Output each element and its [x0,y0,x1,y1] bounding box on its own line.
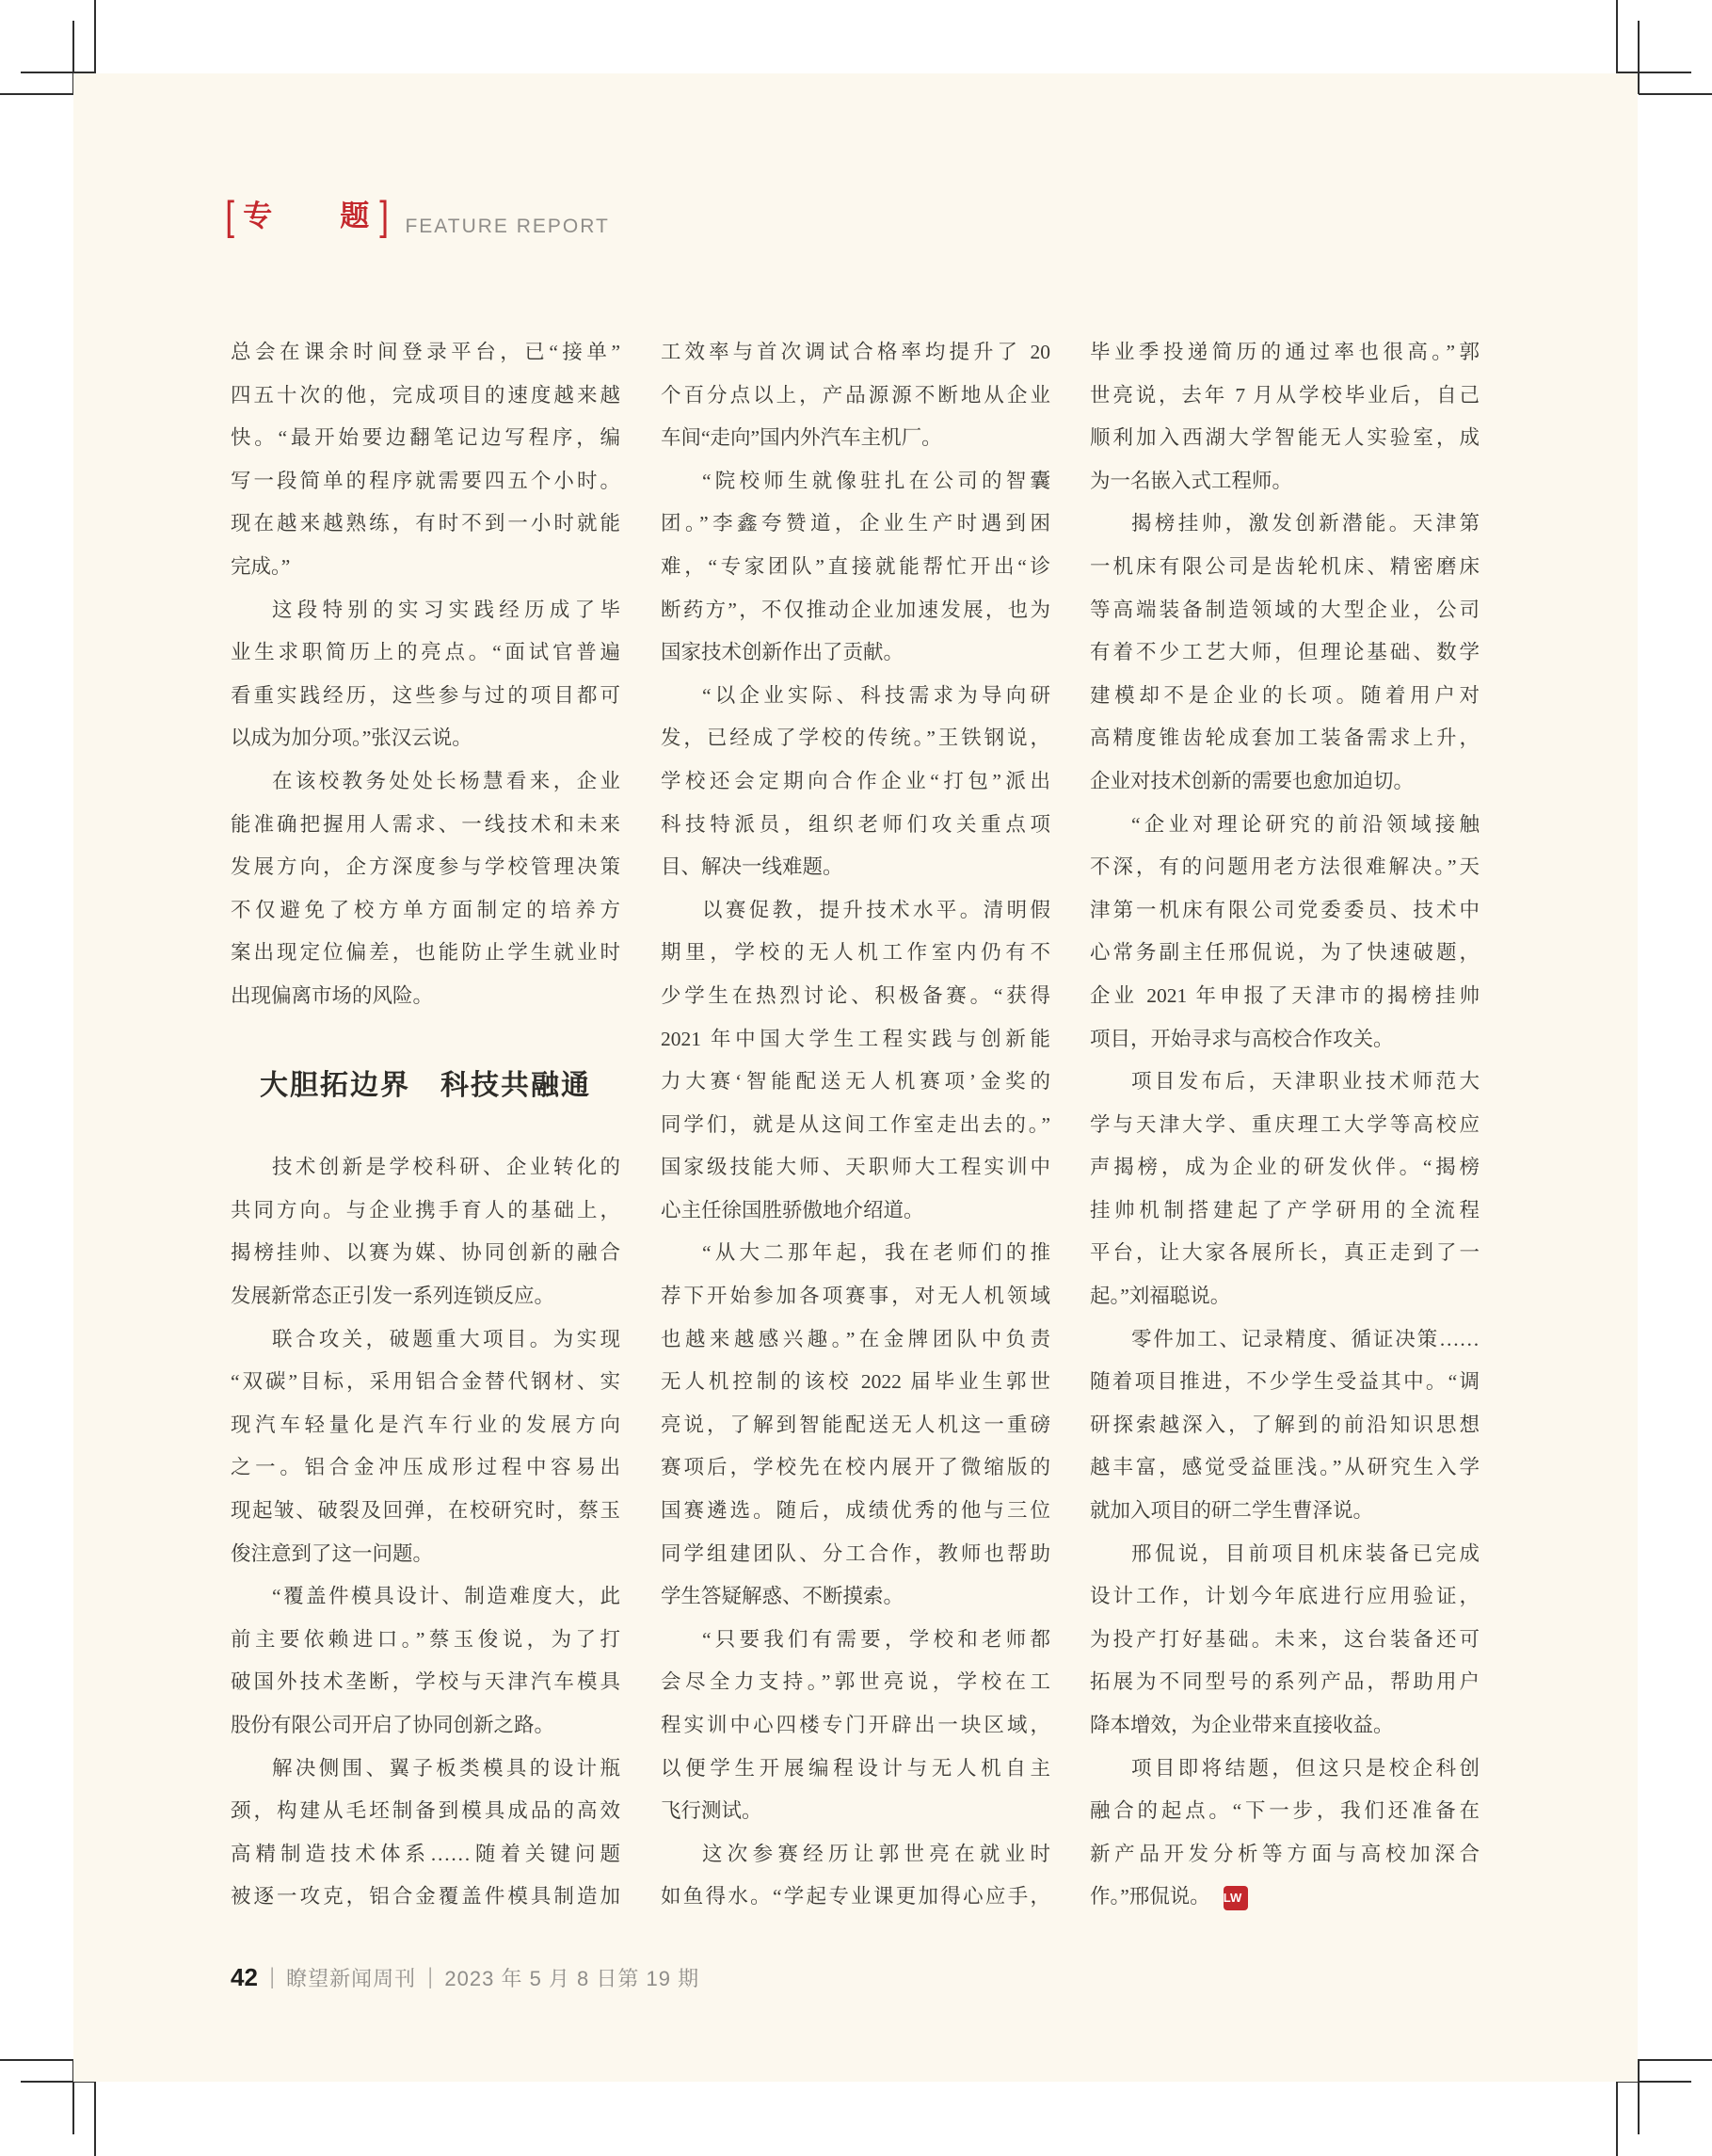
crop-mark [0,2059,73,2061]
text-line: 2021 年中国大学生工程实践与创新能 [661,1027,1050,1050]
text-line: 技术创新是学校科研、企业转化的 [272,1156,620,1179]
text-line: 项目发布后，天津职业技术师范大 [1131,1070,1480,1094]
text-line: 断药方”，不仅推动企业加速发展，也为 [661,598,1050,621]
text-line: 零件加工、记录精度、循证决策…… [1131,1327,1480,1350]
text-line: 在该校教务处处长杨慧看来，企业 [272,769,620,792]
text-line: 发，已经成了学校的传统。”王铁钢说， [661,727,1050,750]
text-line: 拓展为不同型号的系列产品，帮助用户 [1090,1670,1480,1694]
text-line: “覆盖件模具设计、制造难度大，此 [272,1585,620,1608]
text-line: 这次参赛经历让郭世亮在就业时 [702,1842,1050,1865]
text-line: 发展新常态正引发一系列连锁反应。 [231,1285,555,1308]
text-line: 个百分点以上，产品源源不断地从企业 [661,383,1050,407]
crop-mark [1616,0,1618,73]
text-line: 这段特别的实习实践经历成了毕 [272,598,620,621]
text-line: 降本增效，为企业带来直接收益。 [1090,1714,1394,1736]
text-line: “从大二那年起，我在老师们的推 [702,1241,1050,1265]
crop-mark [1639,2059,1712,2061]
text-line: 国家技术创新作出了贡献。 [661,641,904,664]
text-line: 设计工作，计划今年底进行应用验证， [1090,1585,1480,1608]
text-line: 现起皱、破裂及回弹，在校研究时，蔡玉 [231,1499,620,1523]
text-line: 心主任徐国胜骄傲地介绍道。 [661,1198,924,1222]
text-line: 赛项后，学校先在校内展开了微缩版的 [661,1456,1050,1479]
text-line: 同学组建团队、分工合作，教师也帮助 [661,1541,1050,1565]
text-line: 顺利加入西湖大学智能无人实验室，成 [1090,426,1480,450]
text-line: 揭榜挂帅，激发创新潜能。天津第 [1131,512,1480,535]
page-number: 42 [231,1962,258,1991]
text-line: 案出现定位偏差，也能防止学生就业时 [231,941,620,965]
text-line: 为一名嵌入式工程师。 [1090,469,1293,492]
text-line: 建模却不是企业的长项。随着用户对 [1090,683,1480,707]
text-line: 一机床有限公司是齿轮机床、精密磨床 [1090,554,1480,578]
crop-mark [1638,2059,1640,2134]
text-line: 同学们，就是从这间工作室走出去的。” [661,1112,1050,1136]
text-line: 高精度锥齿轮成套加工装备需求上升， [1090,727,1480,750]
text-line: 不深，有的问题用老方法很难解决。”天 [1090,855,1480,879]
text-line: 世亮说，去年 7 月从学校毕业后，自己 [1090,383,1480,407]
text-column-3 [1090,331,1480,1919]
text-line: 之一。铝合金冲压成形过程中容易出 [231,1456,620,1479]
text-line: 国赛遴选。随后，成绩优秀的他与三位 [661,1499,1050,1523]
text-line: 少学生在热烈讨论、积极备赛。“获得 [661,983,1050,1007]
text-line: 新产品开发分析等方面与高校加深合 [1090,1842,1480,1865]
text-line: 程实训中心四楼专门开辟出一块区域， [661,1714,1050,1736]
text-line: 学校还会定期向合作企业“打包”派出 [661,769,1050,792]
text-line: 共同方向。与企业携手育人的基础上， [231,1198,620,1222]
bracket-left: [ [225,193,235,239]
text-line: 平台，让大家各展所长，真正走到了一 [1090,1241,1480,1265]
text-line: 学与天津大学、重庆理工大学等高校应 [1090,1112,1480,1136]
text-line: 难，“专家团队”直接就能帮忙开出“诊 [661,554,1050,578]
text-line: 越丰富，感觉受益匪浅。”从研究生入学 [1090,1456,1480,1479]
header-title-left: 专 [243,200,273,232]
text-column-2 [661,331,1050,1919]
text-line: 业生求职简历上的亮点。“面试官普遍 [231,641,620,664]
text-line: 项目即将结题，但这只是校企科创 [1131,1756,1480,1780]
header-subtitle: FEATURE REPORT [405,216,610,237]
text-line: 发展方向，企方深度参与学校管理决策 [231,855,620,879]
text-line: 出现偏离市场的风险。 [231,983,434,1007]
text-line: 毕业季投递简历的通过率也很高。”郭 [1090,341,1480,363]
text-line: 前主要依赖进口。”蔡玉俊说，为了打 [231,1627,620,1651]
text-line: 高精制造技术体系……随着关键问题 [231,1842,620,1865]
text-line: 作。”邢侃说。 LW [1090,1876,1480,1919]
crop-mark [1639,93,1712,95]
text-line: 现汽车轻量化是汽车行业的发展方向 [231,1413,620,1436]
text-line: 心常务副主任邢侃说，为了快速破题， [1090,941,1480,965]
header-title-right: 题 [340,200,370,232]
text-line: 挂帅机制搭建起了产学研用的全流程 [1090,1198,1480,1222]
crop-mark [94,2081,96,2156]
text-line: 津第一机床有限公司党委委员、技术中 [1090,898,1480,921]
text-line: 工效率与首次调试合格率均提升了 20 [661,341,1050,363]
text-line: “企业对理论研究的前沿领域接触 [1131,812,1480,836]
text-line: 团。”李鑫夸赞道，企业生产时遇到困 [661,512,1050,535]
crop-mark [0,93,73,95]
text-line: 融合的起点。“下一步，我们还准备在 [1090,1799,1480,1823]
text-line: 就加入项目的研二学生曹泽说。 [1090,1499,1374,1523]
text-line: 飞行测试。 [661,1799,762,1823]
text-line: 等高端装备制造领域的大型企业，公司 [1090,598,1480,621]
text-line: 国家级技能大师、天职师大工程实训中 [661,1156,1050,1179]
text-line: 不仅避免了校方单方面制定的培养方 [231,898,620,921]
magazine-name: 瞭望新闻周刊 [286,1966,417,1990]
text-line: 企业 2021 年申报了天津市的揭榜挂帅 [1090,983,1480,1007]
page-footer [231,1961,699,1993]
text-line: 破国外技术垄断，学校与天津汽车模具 [231,1670,620,1694]
text-line: 也越来越感兴趣。”在金牌团队中负责 [661,1327,1050,1350]
crop-mark [94,0,96,73]
text-line: “只要我们有需要，学校和老师都 [702,1627,1050,1651]
text-line: 随着项目推进，不少学生受益其中。“调 [1090,1370,1480,1394]
crop-mark [1616,2081,1618,2156]
text-line: 期里，学校的无人机工作室内仍有不 [661,941,1050,965]
text-line: 目、解决一线难题。 [661,855,843,879]
text-line: 解决侧围、翼子板类模具的设计瓶 [272,1756,620,1780]
magazine-end-mark-icon: LW [1224,1886,1248,1910]
text-line: 股份有限公司开启了协同创新之路。 [231,1714,555,1737]
section-header [224,192,610,241]
text-line: 声揭榜，成为企业的研发伙伴。“揭榜 [1090,1156,1480,1179]
bracket-right: ] [379,193,390,239]
crop-mark [1638,21,1640,94]
text-line: 完成。” [231,554,291,578]
text-line: 力大赛‘智能配送无人机赛项’金奖的 [661,1070,1050,1094]
text-line: 会尽全力支持。”郭世亮说，学校在工 [661,1670,1050,1694]
text-line: 现在越来越熟练，有时不到一小时就能 [231,512,620,535]
text-line: 有着不少工艺大师，但理论基础、数学 [1090,641,1480,664]
text-line: 起。”刘福聪说。 [1090,1285,1231,1308]
text-line: 以成为加分项。”张汉云说。 [231,727,472,750]
footer-separator: | [428,1964,433,1989]
text-line: 科技特派员，组织老师们攻关重点项 [661,812,1050,836]
text-line: 荐下开始参加各项赛事，对无人机领域 [661,1285,1050,1308]
text-line: 无人机控制的该校 2022 届毕业生郭世 [661,1370,1050,1394]
text-line: 学生答疑解惑、不断摸索。 [661,1585,904,1608]
section-heading: 大胆拓边界 科技共融通 [260,1069,591,1101]
text-line: 写一段简单的程序就需要四五个小时。 [231,469,620,492]
text-line: 亮说，了解到智能配送无人机这一重磅 [661,1413,1050,1436]
text-column-1 [231,331,620,1919]
text-line: 以赛促教，提升技术水平。清明假 [702,898,1050,921]
text-line: 车间“走向”国内外汽车主机厂。 [661,426,942,450]
text-line: “院校师生就像驻扎在公司的智囊 [702,469,1050,492]
text-line: 四五十次的他，完成项目的速度越来越 [231,383,620,407]
footer-separator: | [270,1964,274,1989]
text-line: 看重实践经历，这些参与过的项目都可 [231,683,620,707]
text-line: 为投产打好基础。未来，这台装备还可 [1090,1627,1480,1651]
text-line: “以企业实际、科技需求为导向研 [702,683,1050,707]
text-line: 能准确把握用人需求、一线技术和未来 [231,812,620,836]
text-line: 被逐一攻克，铝合金覆盖件模具制造加 [231,1885,620,1908]
page-background [73,73,1638,2082]
text-line: 总会在课余时间登录平台，已“接单” [231,341,620,363]
text-line: 项目，开始寻求与高校合作攻关。 [1090,1027,1394,1050]
text-line: “双碳”目标，采用铝合金替代钢材、实 [231,1370,620,1394]
text-line: 如鱼得水。“学起专业课更加得心应手， [661,1885,1050,1908]
text-line: 企业对技术创新的需要也愈加迫切。 [1090,769,1415,792]
text-line: 颈，构建从毛坯制备到模具成品的高效 [231,1799,620,1823]
text-line: 揭榜挂帅、以赛为媒、协同创新的融合 [231,1241,620,1265]
text-line: 研探索越深入，了解到的前沿知识思想 [1090,1413,1480,1436]
text-line: 快。“最开始要边翻笔记边写程序，编 [231,426,620,450]
text-line: 以便学生开展编程设计与无人机自主 [661,1756,1050,1780]
issue-date: 2023 年 5 月 8 日第 19 期 [444,1966,700,1990]
text-line: 联合攻关，破题重大项目。为实现 [272,1327,620,1350]
text-line: 邢侃说，目前项目机床装备已完成 [1131,1541,1480,1565]
text-line: 俊注意到了这一问题。 [231,1541,434,1565]
